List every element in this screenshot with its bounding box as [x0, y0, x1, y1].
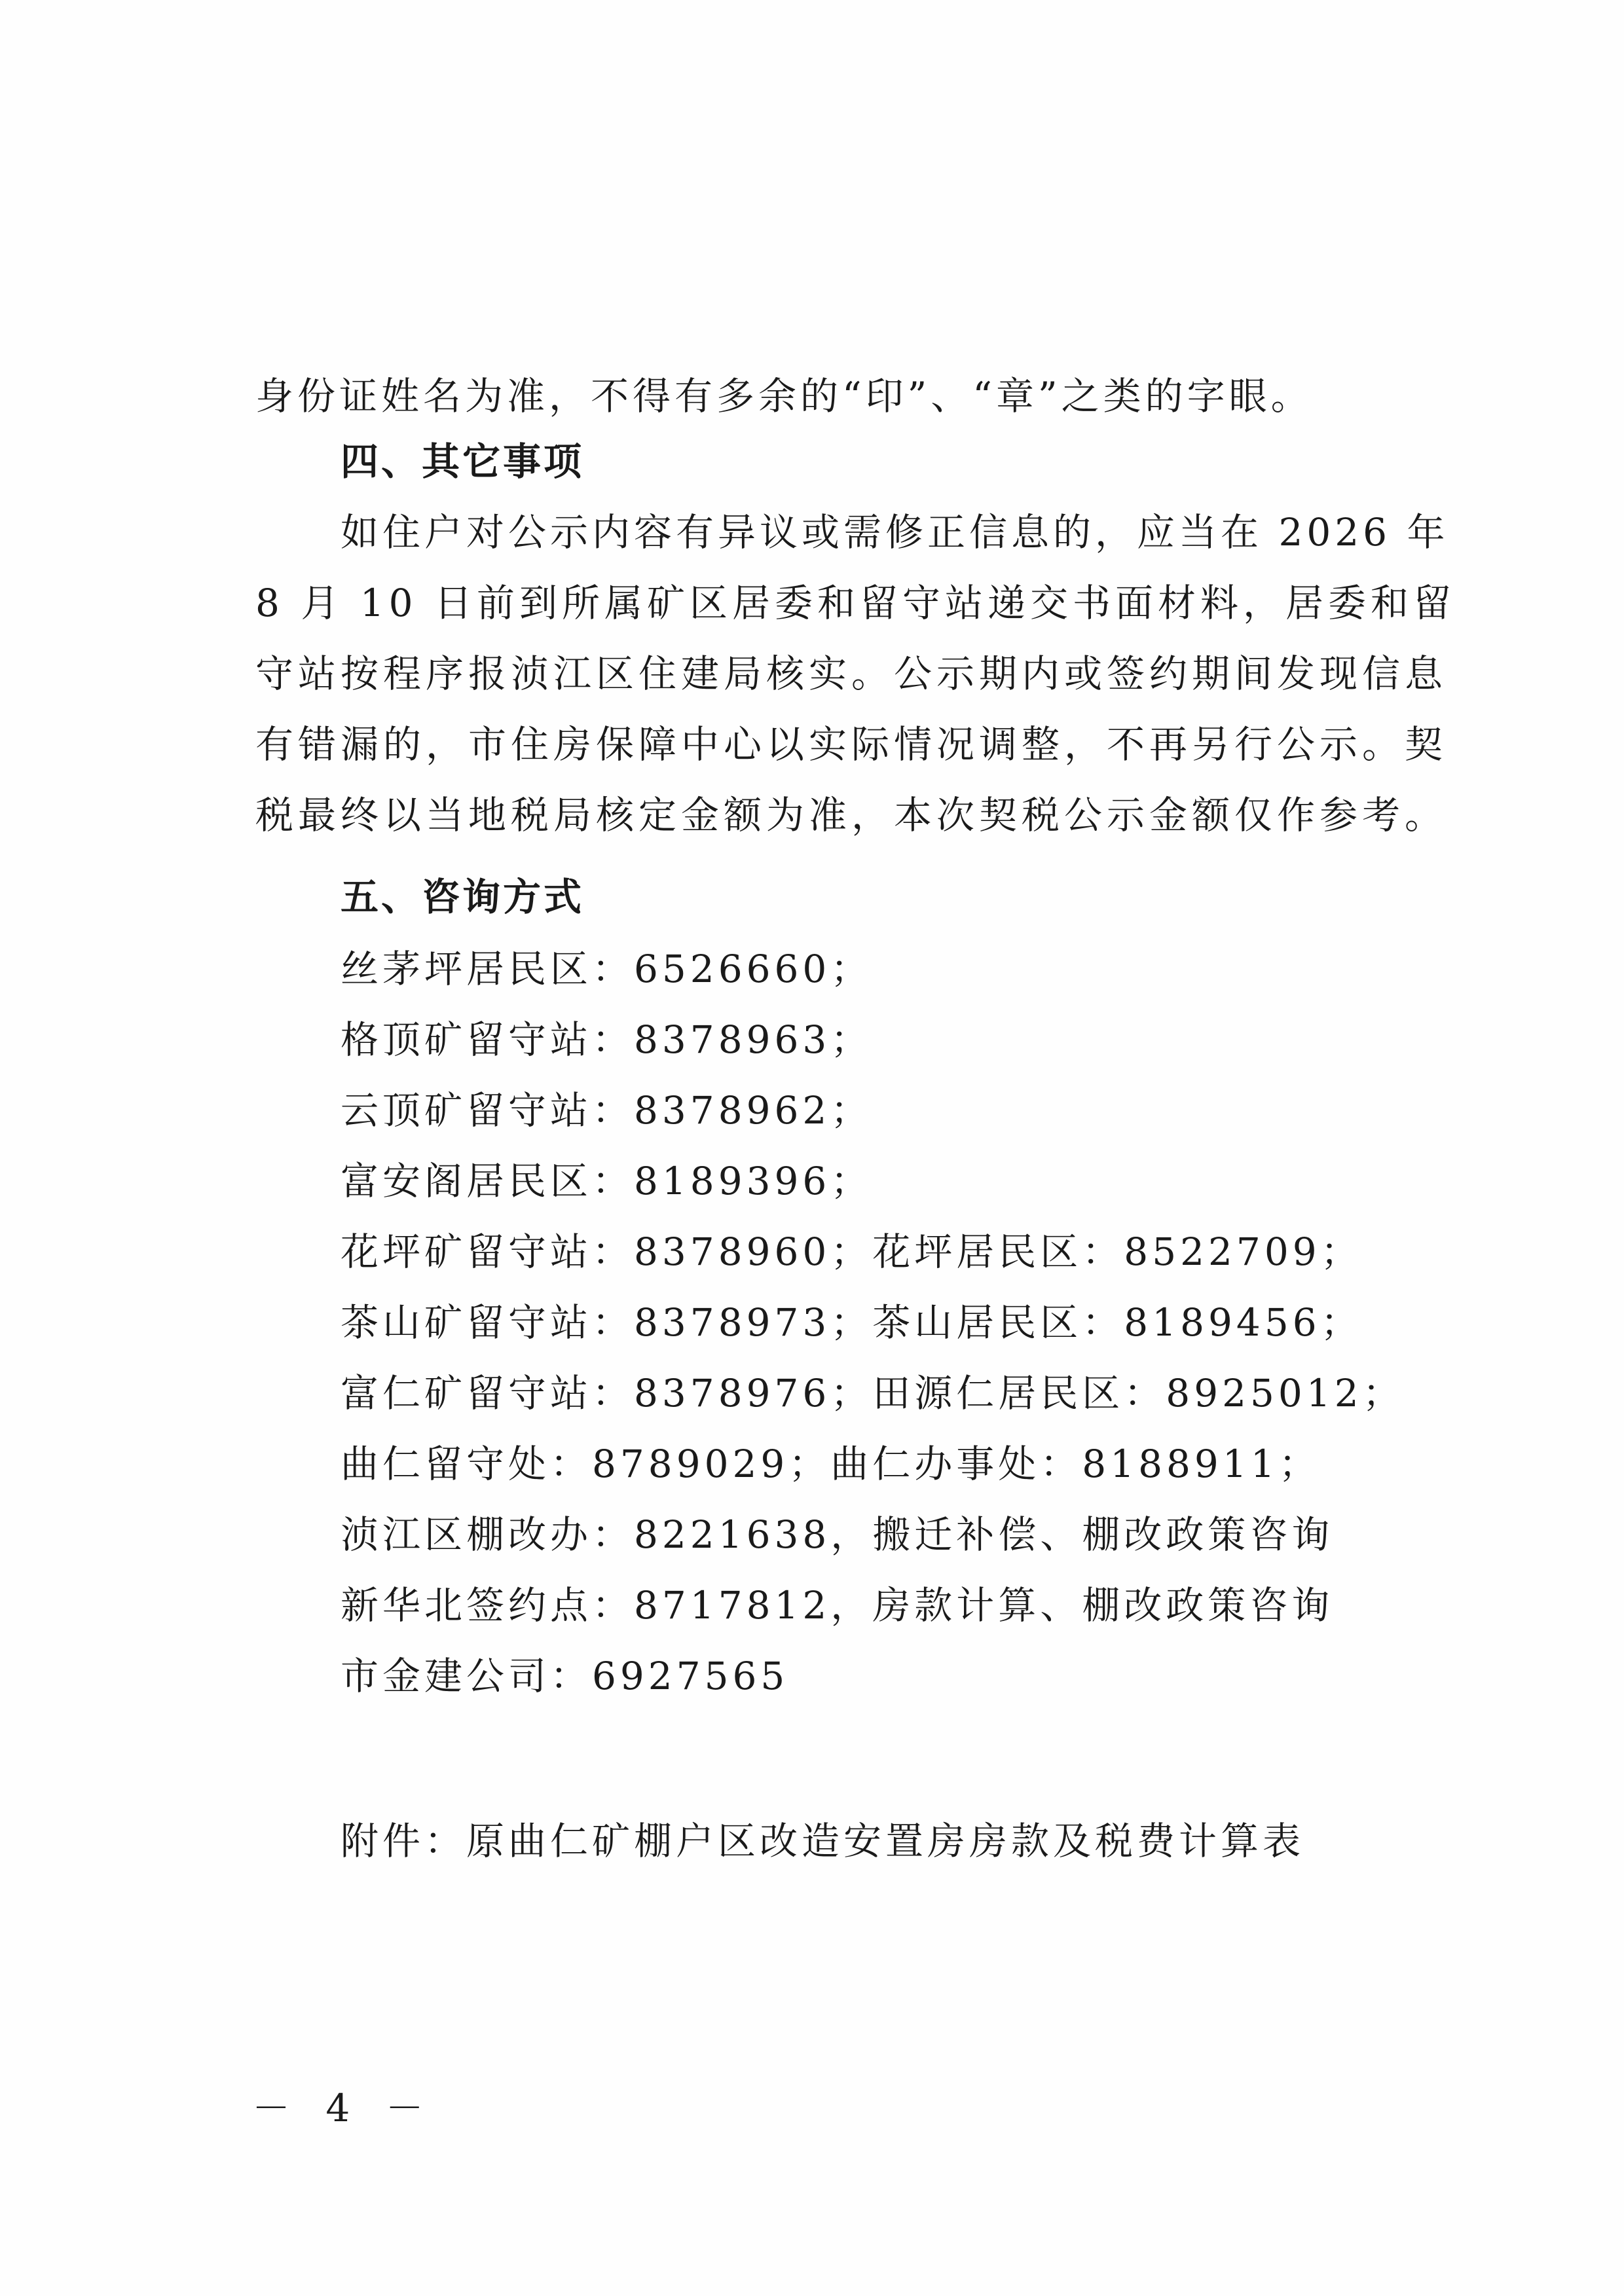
contact-line: 富安阁居民区：8189396； — [341, 1159, 873, 1203]
contact-line: 富仁矿留守站：8378976；田源仁居民区：8925012； — [341, 1371, 1405, 1415]
contact-line: 云顶矿留守站：8378962； — [341, 1088, 873, 1133]
contact-line: 茶山矿留守站：8378973；茶山居民区：8189456； — [341, 1300, 1363, 1345]
section-four-line-1: 如住户对公示内容有异议或需修正信息的，应当在 2026 年 — [341, 510, 1449, 555]
attachment-note: 附件：原曲仁矿棚户区改造安置房房款及税费计算表 — [341, 1819, 1305, 1863]
contact-line: 花坪矿留守站：8378960；花坪居民区：8522709； — [341, 1230, 1363, 1274]
contact-line: 市金建公司：6927565 — [341, 1654, 789, 1698]
section-four-line-4: 有错漏的，市住房保障中心以实际情况调整，不再另行公示。契 — [255, 722, 1448, 767]
section-four-line-3: 守站按程序报浈江区住建局核实。公示期内或签约期间发现信息 — [255, 651, 1448, 696]
section-four-heading: 四、其它事项 — [341, 439, 585, 484]
contact-line: 新华北签约点：8717812，房款计算、棚改政策咨询 — [341, 1583, 1334, 1628]
section-four-line-5: 税最终以当地税局核定金额为准，本次契税公示金额仅作参考。 — [255, 793, 1448, 837]
page-number: － 4 － — [252, 2086, 435, 2130]
contact-line: 浈江区棚改办：8221638，搬迁补偿、棚改政策咨询 — [341, 1512, 1334, 1557]
contact-line: 曲仁留守处：8789029；曲仁办事处：8188911； — [341, 1442, 1321, 1486]
contact-line: 丝茅坪居民区：6526660； — [341, 947, 873, 991]
section-five-heading: 五、咨询方式 — [341, 875, 585, 919]
section-four-line-2: 8 月 10 日前到所属矿区居委和留守站递交书面材料，居委和留 — [255, 581, 1456, 625]
contact-line: 格顶矿留守站：8378963； — [341, 1017, 873, 1062]
paragraph-continuation: 身份证姓名为准，不得有多余的“印”、“章”之类的字眼。 — [255, 374, 1313, 418]
